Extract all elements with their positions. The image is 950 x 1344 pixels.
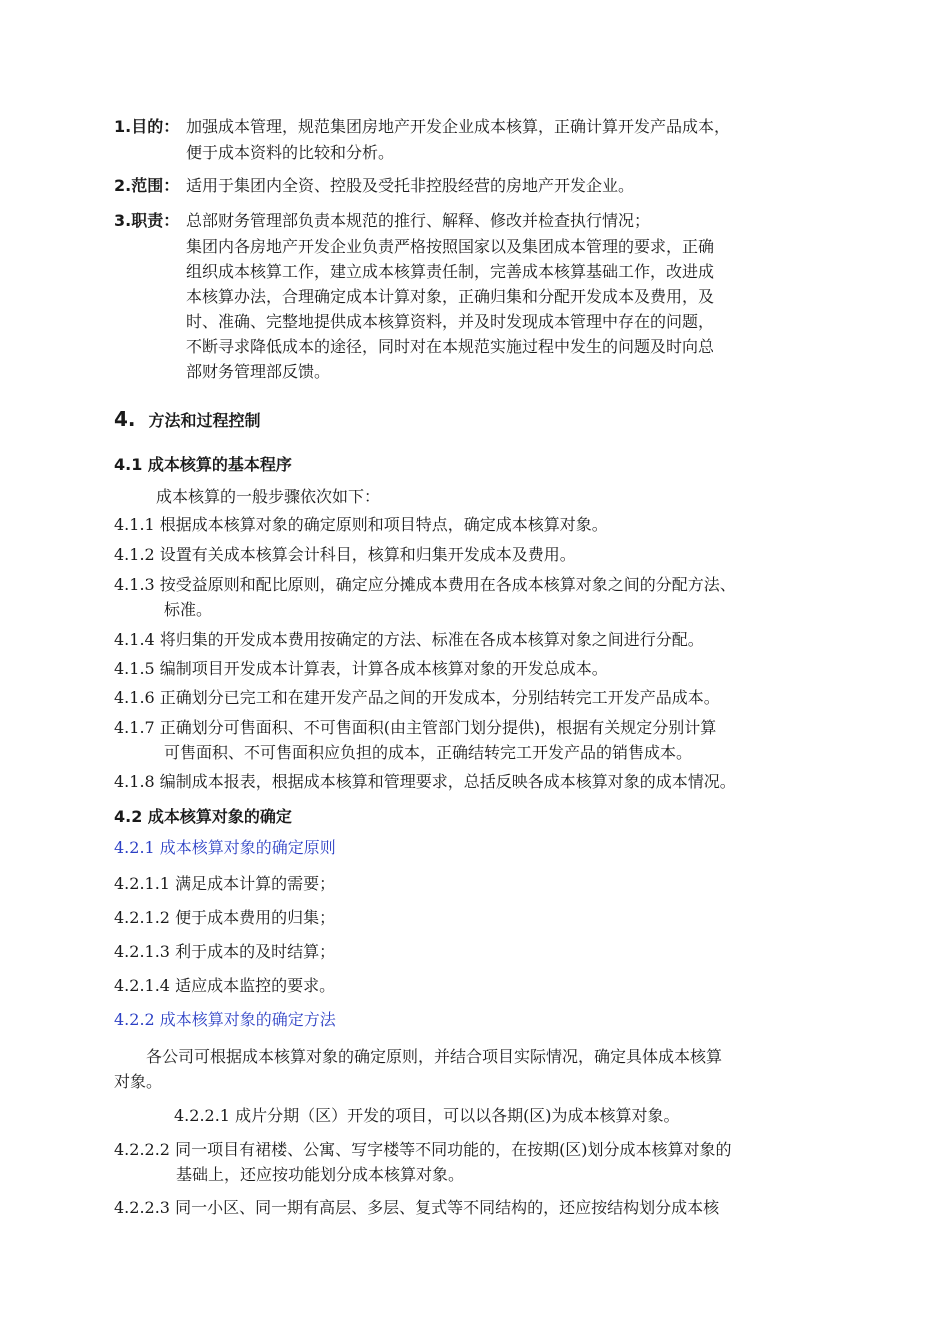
section-4-number: 4. — [114, 407, 136, 431]
scope-line-1: 适用于集团内全资、控股及受托非控股经营的房地产开发企业。 — [186, 176, 635, 195]
section-4-title: 方法和过程控制 — [148, 411, 261, 430]
method-para-line-1: 各公司可根据成本核算对象的确定原则，并结合项目实际情况，确定具体成本核算 — [146, 1047, 723, 1066]
step-4-1-7: 4.1.7 正确划分可售面积、不可售面积(由主管部门划分提供)，根据有关规定分别计算 — [114, 718, 717, 737]
principle-4-2-1-3: 4.2.1.3 利于成本的及时结算； — [114, 942, 336, 961]
principle-4-2-1-2: 4.2.1.2 便于成本费用的归集； — [114, 908, 336, 927]
step-4-1-2: 4.1.2 设置有关成本核算会计科目，核算和归集开发成本及费用。 — [114, 545, 576, 564]
step-4-1-8: 4.1.8 编制成本报表，根据成本核算和管理要求，总括反映各成本核算对象的成本情况。 — [114, 772, 736, 791]
scope-label: 2.范围： — [114, 176, 180, 195]
principle-4-2-1-4: 4.2.1.4 适应成本监控的要求。 — [114, 976, 336, 995]
duty-line-1: 总部财务管理部负责本规范的推行、解释、修改并检查执行情况； — [186, 211, 651, 230]
method-para-line-2: 对象。 — [114, 1072, 163, 1091]
heading-4-2-1: 4.2.1 成本核算对象的确定原则 — [114, 838, 336, 857]
principle-4-2-1-1: 4.2.1.1 满足成本计算的需要； — [114, 874, 336, 893]
duty-label: 3.职责： — [114, 211, 180, 230]
method-4-2-2-1: 4.2.2.1 成片分期（区）开发的项目，可以以各期(区)为成本核算对象。 — [174, 1106, 680, 1125]
method-4-2-2-2-cont: 基础上，还应按功能划分成本核算对象。 — [176, 1165, 465, 1184]
step-4-1-6: 4.1.6 正确划分已完工和在建开发产品之间的开发成本，分别结转完工开发产品成本。 — [114, 688, 720, 707]
section-4-heading — [114, 405, 261, 435]
duty-line-6: 不断寻求降低成本的途径，同时对在本规范实施过程中发生的问题及时向总 — [186, 337, 715, 356]
steps-intro: 成本核算的一般步骤依次如下： — [156, 487, 381, 506]
step-4-1-3-cont: 标准。 — [164, 600, 213, 619]
step-4-1-5: 4.1.5 编制项目开发成本计算表，计算各成本核算对象的开发总成本。 — [114, 659, 608, 678]
purpose-line-2: 便于成本资料的比较和分析。 — [186, 143, 395, 162]
step-4-1-3: 4.1.3 按受益原则和配比原则，确定应分摊成本费用在各成本核算对象之间的分配方法、 — [114, 575, 736, 594]
method-4-2-2-3: 4.2.2.3 同一小区、同一期有高层、多层、复式等不同结构的，还应按结构划分成本核 — [114, 1198, 720, 1217]
step-4-1-1: 4.1.1 根据成本核算对象的确定原则和项目特点，确定成本核算对象。 — [114, 515, 608, 534]
method-4-2-2-2: 4.2.2.2 同一项目有裙楼、公寓、写字楼等不同功能的，在按期(区)划分成本核算对象的 — [114, 1140, 732, 1159]
purpose-label: 1.目的： — [114, 117, 180, 136]
duty-line-7: 部财务管理部反馈。 — [186, 362, 331, 381]
duty-line-5: 时、准确、完整地提供成本核算资料，并及时发现成本管理中存在的问题， — [186, 312, 715, 331]
duty-line-2: 集团内各房地产开发企业负责严格按照国家以及集团成本管理的要求，正确 — [186, 237, 715, 256]
purpose-line-1: 加强成本管理，规范集团房地产开发企业成本核算，正确计算开发产品成本， — [186, 117, 731, 136]
duty-line-3: 组织成本核算工作，建立成本核算责任制，完善成本核算基础工作，改进成 — [186, 262, 715, 281]
duty-line-4: 本核算办法，合理确定成本计算对象，正确归集和分配开发成本及费用，及 — [186, 287, 715, 306]
heading-4-2-2: 4.2.2 成本核算对象的确定方法 — [114, 1010, 336, 1029]
step-4-1-7-cont: 可售面积、不可售面积应负担的成本，正确结转完工开发产品的销售成本。 — [164, 743, 693, 762]
step-4-1-4: 4.1.4 将归集的开发成本费用按确定的方法、标准在各成本核算对象之间进行分配。 — [114, 630, 704, 649]
heading-4-1: 4.1 成本核算的基本程序 — [114, 455, 292, 474]
heading-4-2: 4.2 成本核算对象的确定 — [114, 807, 292, 826]
